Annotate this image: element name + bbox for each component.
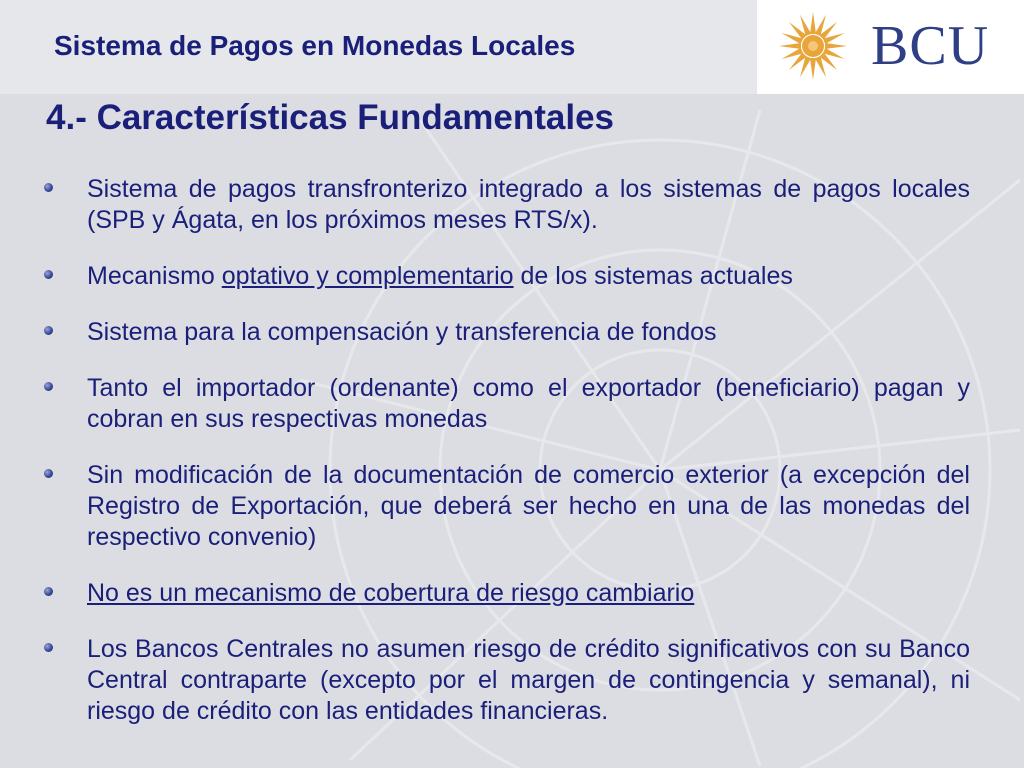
bullet-item — [44, 174, 970, 236]
bullet-icon — [44, 587, 53, 596]
bullet-icon — [44, 270, 53, 279]
bullet-text: Sistema para la compensación y transferencia de fondos — [87, 318, 717, 346]
bullet-icon — [44, 643, 53, 652]
bullet-item — [44, 460, 970, 553]
bullet-item — [44, 317, 970, 348]
bullet-item — [44, 578, 970, 609]
bullet-icon — [44, 382, 53, 391]
bullet-list — [44, 174, 970, 752]
bullet-text: No es un mecanismo de cobertura de riesgo cambiario — [87, 579, 695, 607]
bullet-icon — [44, 469, 53, 478]
bullet-item — [44, 373, 970, 435]
bullet-item — [44, 261, 970, 292]
bullet-icon — [44, 183, 53, 192]
bullet-text: Tanto el importador (ordenante) como el exportador (beneficiario) pagan y cobran en sus respectivas monedas — [87, 374, 970, 433]
section-title: 4.- Características Fundamentales — [46, 98, 615, 137]
bullet-text: Sistema de pagos transfronterizo integrado a los sistemas de pagos locales (SPB y Ágata, en los próximos meses RTS/x). — [87, 175, 970, 234]
logo-text: BCU — [871, 15, 990, 77]
bullet-text-post: de los sistemas actuales — [513, 262, 793, 290]
bullet-item — [44, 634, 970, 727]
bullet-icon — [44, 326, 53, 335]
header-title: Sistema de Pagos en Monedas Locales — [54, 30, 576, 61]
bullet-text-underlined: optativo y complementario — [221, 262, 514, 290]
sun-icon — [777, 10, 849, 82]
bullet-text-pre: Mecanismo — [87, 262, 222, 290]
bcu-logo — [757, 0, 1024, 94]
bullet-text: Los Bancos Centrales no asumen riesgo de crédito significativos con su Banco Central contraparte (excepto por el margen de contingencia y semanal), ni riesgo de crédito con las entidades financieras. — [87, 635, 970, 725]
bullet-text — [87, 261, 970, 292]
bullet-text: Sin modificación de la documentación de comercio exterior (a excepción del Registro de Exportación, que deberá ser hecho en una de las monedas del respectivo convenio) — [87, 461, 970, 551]
